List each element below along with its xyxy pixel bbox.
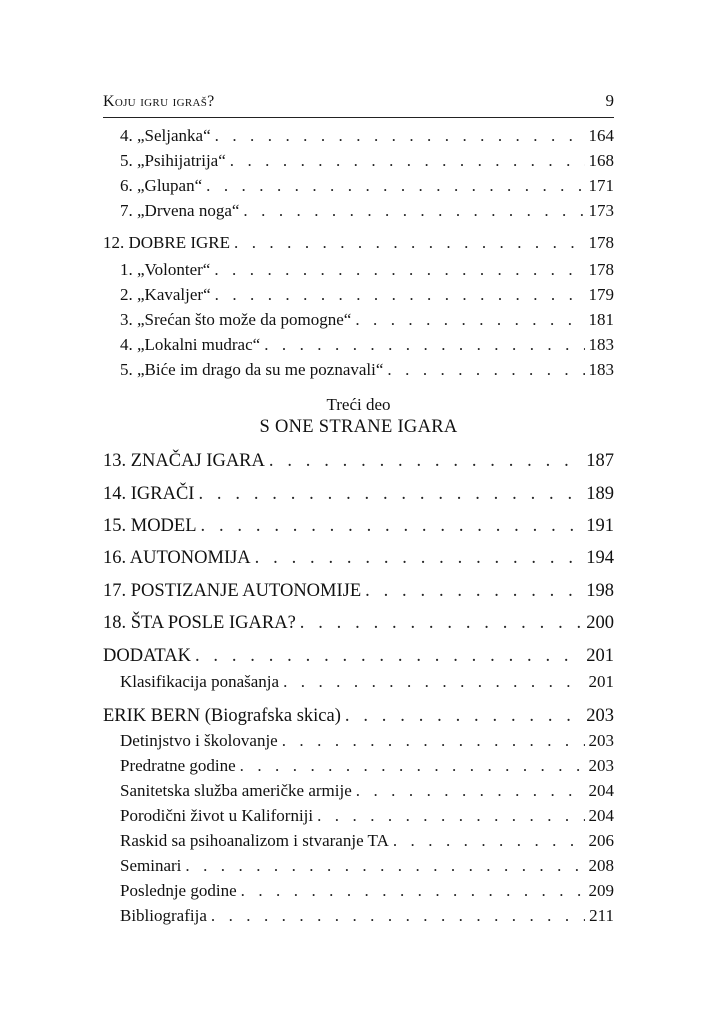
toc-entry-page: 201 <box>588 672 614 691</box>
dot-leader <box>356 779 585 803</box>
dot-leader <box>264 333 584 357</box>
toc-chapter-page: 191 <box>586 516 614 536</box>
toc-entry-page: 173 <box>588 201 614 220</box>
dot-leader <box>230 149 585 173</box>
dot-leader <box>345 704 582 728</box>
toc-entry-label: Predratne godine <box>120 756 236 775</box>
dot-leader <box>195 644 582 668</box>
toc-chapter-page: 203 <box>586 706 614 726</box>
toc-entry-label: Detinjstvo i školovanje <box>120 731 278 750</box>
toc-entry-page: 181 <box>588 310 614 329</box>
toc-chapter-17 <box>103 579 614 603</box>
toc-chapter-label: 14. IGRAČI <box>103 484 195 504</box>
toc-entry-page: 208 <box>588 856 614 875</box>
toc-chapter-12 <box>103 231 614 255</box>
toc-entry-label: 1. „Volonter“ <box>120 260 211 279</box>
toc-entry-label: Seminari <box>120 856 182 875</box>
toc-entry-lokalni-mudrac <box>120 333 614 357</box>
toc-entry-label: 2. „Kavaljer“ <box>120 285 211 304</box>
dot-leader <box>243 199 584 223</box>
toc-chapter-label: 17. POSTIZANJE AUTONOMIJE <box>103 581 362 601</box>
dot-leader <box>185 854 584 878</box>
toc-chapter-page: 189 <box>586 484 614 504</box>
toc-entry-klasifikacija <box>120 670 614 694</box>
toc-entry-kavaljer <box>120 283 614 307</box>
toc-entry-label: 4. „Lokalni mudrac“ <box>120 335 261 354</box>
dot-leader <box>365 579 582 603</box>
toc-chapter-page: 178 <box>588 233 614 252</box>
toc-chapter-page: 200 <box>586 613 614 633</box>
toc-entry-page: 183 <box>588 335 614 354</box>
toc-entry-label: 4. „Seljanka“ <box>120 126 211 145</box>
dot-leader <box>206 174 584 198</box>
toc-entry-volonter <box>120 258 614 282</box>
toc-entry-porodicni-zivot <box>120 804 614 828</box>
toc-entry-page: 203 <box>588 756 614 775</box>
toc-entry-label: 3. „Srećan što može da pomogne“ <box>120 310 352 329</box>
dot-leader <box>211 904 585 928</box>
toc-entry-label: Porodični život u Kaliforniji <box>120 806 314 825</box>
toc-entry-label: 6. „Glupan“ <box>120 176 203 195</box>
toc-entry-detinjstvo <box>120 729 614 753</box>
toc-entry-seljanka <box>120 124 614 148</box>
toc-entry-label: Poslednje godine <box>120 881 237 900</box>
part-label: Treći deo <box>326 395 391 414</box>
dot-leader <box>300 611 582 635</box>
toc-entry-glupan <box>120 174 614 198</box>
toc-chapter-label: 12. DOBRE IGRE <box>103 233 231 252</box>
dot-leader <box>241 879 585 903</box>
toc-entry-label: Sanitetska služba američke armije <box>120 781 352 800</box>
dot-leader <box>215 124 585 148</box>
toc-entry-poslednje-godine <box>120 879 614 903</box>
running-head <box>103 89 614 118</box>
toc-entry-page: 209 <box>588 881 614 900</box>
dot-leader <box>201 514 583 538</box>
toc-chapter-14 <box>103 482 614 506</box>
toc-chapter-label: 16. AUTONOMIJA <box>103 548 251 568</box>
toc-entry-label: Bibliografija <box>120 906 207 925</box>
toc-entry-raskid <box>120 829 614 853</box>
toc-entry-label: Klasifikacija ponašanja <box>120 672 280 691</box>
toc-chapter-page: 198 <box>586 581 614 601</box>
toc-entry-bibliografija <box>120 904 614 928</box>
toc-entry-page: 204 <box>588 806 614 825</box>
dot-leader <box>255 546 583 570</box>
toc-chapter-page: 187 <box>586 451 614 471</box>
dot-leader <box>387 358 584 382</box>
toc-dodatak <box>103 644 614 668</box>
dot-leader <box>283 670 584 694</box>
toc-chapter-page: 201 <box>586 646 614 666</box>
toc-chapter-label: 13. ZNAČAJ IGARA <box>103 451 265 471</box>
toc-entry-page: 168 <box>588 151 614 170</box>
toc-chapter-15 <box>103 514 614 538</box>
toc-entry-sanitetska-sluzba <box>120 779 614 803</box>
toc-entry-predratne-godine <box>120 754 614 778</box>
dot-leader <box>317 804 584 828</box>
toc-chapter-label: DODATAK <box>103 646 191 666</box>
toc-erik-bern <box>103 704 614 728</box>
toc-entry-seminari <box>120 854 614 878</box>
toc-entry-page: 203 <box>588 731 614 750</box>
toc-entry-label: Raskid sa psihoanalizom i stvaranje TA <box>120 831 389 850</box>
toc-chapter-label: 15. MODEL <box>103 516 197 536</box>
toc-chapter-label: 18. ŠTA POSLE IGARA? <box>103 613 296 633</box>
dot-leader <box>269 449 582 473</box>
toc-entry-page: 183 <box>588 360 614 379</box>
toc-entry-page: 206 <box>588 831 614 850</box>
toc-entry-page: 164 <box>588 126 614 145</box>
toc-chapter-13 <box>103 449 614 473</box>
toc-entry-label: 5. „Psihijatrija“ <box>120 151 226 170</box>
toc-entry-srecan <box>120 308 614 332</box>
toc-entry-page: 204 <box>588 781 614 800</box>
toc-entry-label: 7. „Drvena noga“ <box>120 201 240 220</box>
running-head-title: Koju igru igraš? <box>103 93 215 110</box>
part-title: S ONE STRANE IGARA <box>259 417 458 437</box>
dot-leader <box>215 283 585 307</box>
toc-entry-page: 211 <box>589 906 614 925</box>
toc-chapter-16 <box>103 546 614 570</box>
dot-leader <box>234 231 584 255</box>
dot-leader <box>214 258 584 282</box>
toc-chapter-page: 194 <box>586 548 614 568</box>
toc-entry-page: 179 <box>588 285 614 304</box>
dot-leader <box>198 482 582 506</box>
toc-entry-page: 178 <box>588 260 614 279</box>
page-number: 9 <box>605 91 614 110</box>
toc-entry-bice-im-drago <box>120 358 614 382</box>
toc-chapter-18 <box>103 611 614 635</box>
toc-chapter-label: ERIK BERN (Biografska skica) <box>103 706 341 726</box>
dot-leader <box>240 754 585 778</box>
dot-leader <box>282 729 585 753</box>
toc-entry-psihijatrija <box>120 149 614 173</box>
toc-entry-drvena-noga <box>120 199 614 223</box>
dot-leader <box>393 829 585 853</box>
dot-leader <box>355 308 584 332</box>
toc-entry-label: 5. „Biće im drago da su me poznavali“ <box>120 360 384 379</box>
toc-entry-page: 171 <box>588 176 614 195</box>
